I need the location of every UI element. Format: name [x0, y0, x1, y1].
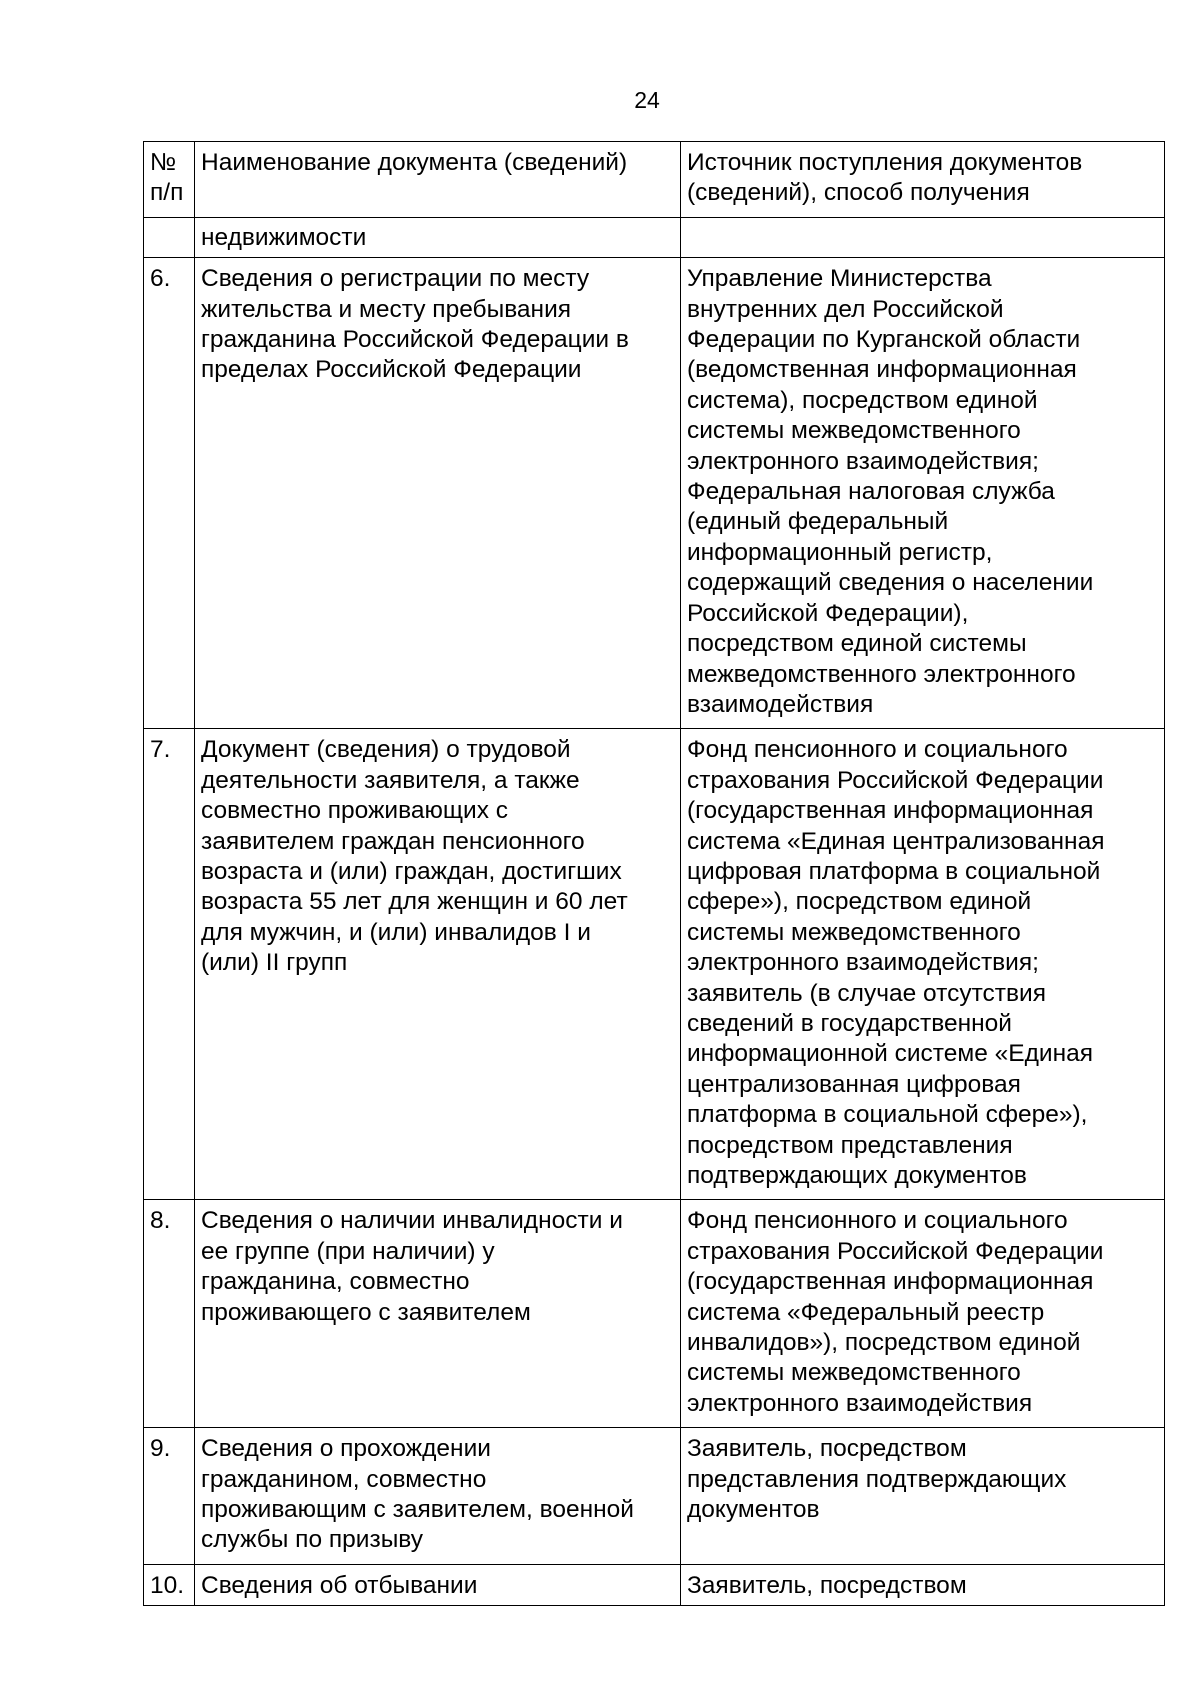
row-source: Управление Министерства внутренних дел Российской Федерации по Курганской области (ведомственная информационная система), посредством единой системы межведомственного электронного взаимодействия; Федеральная налоговая служба (единый федеральный информационный регистр, содержащий сведения о населении Российской Федерации), посредством единой системы межведомственного электронного взаимодействия: [681, 258, 1165, 729]
row-name: недвижимости: [195, 217, 681, 257]
row-num: 9.: [144, 1428, 195, 1565]
row-name: Сведения о регистрации по месту жительства и месту пребывания гражданина Российской Федерации в пределах Российской Федерации: [195, 258, 681, 729]
row-name: Документ (сведения) о трудовой деятельности заявителя, а также совместно проживающих с заявителем граждан пенсионного возраста и (или) граждан, достигших возраста 55 лет для женщин и 60 лет для мужчин, и (или) инвалидов I и (или) II групп: [195, 729, 681, 1200]
row-source: Фонд пенсионного и социального страхования Российской Федерации (государственная информационная система «Федеральный реестр инвалидов»), посредством единой системы межведомственного электронного взаимодействия: [681, 1200, 1165, 1428]
header-num: № п/п: [144, 142, 195, 218]
row-source: Заявитель, посредством представления подтверждающих документов: [681, 1428, 1165, 1565]
table-header-row: [144, 142, 1165, 218]
header-name: Наименование документа (сведений): [195, 142, 681, 218]
table-row: [144, 1200, 1165, 1428]
table-row: [144, 1564, 1165, 1605]
table-row: [144, 729, 1165, 1200]
table-row: [144, 1428, 1165, 1565]
table-row: [144, 258, 1165, 729]
row-source: Заявитель, посредством: [681, 1564, 1165, 1605]
row-num: 8.: [144, 1200, 195, 1428]
row-name: Сведения об отбывании: [195, 1564, 681, 1605]
row-num: 10.: [144, 1564, 195, 1605]
row-num: 6.: [144, 258, 195, 729]
page-number: 24: [634, 87, 660, 113]
documents-table: [143, 141, 1165, 1606]
row-source: [681, 217, 1165, 257]
row-num: [144, 217, 195, 257]
row-name: Сведения о прохождении гражданином, совместно проживающим с заявителем, военной службы по призыву: [195, 1428, 681, 1565]
table-row: [144, 217, 1165, 257]
row-source: Фонд пенсионного и социального страхования Российской Федерации (государственная информационная система «Единая централизованная цифровая платформа в социальной сфере»), посредством единой системы межведомственного электронного взаимодействия; заявитель (в случае отсутствия сведений в государственной информационной системе «Единая централизованная цифровая платформа в социальной сфере»), посредством представления подтверждающих документов: [681, 729, 1165, 1200]
row-num: 7.: [144, 729, 195, 1200]
row-name: Сведения о наличии инвалидности и ее группе (при наличии) у гражданина, совместно проживающего с заявителем: [195, 1200, 681, 1428]
header-source: Источник поступления документов (сведений), способ получения: [681, 142, 1165, 218]
